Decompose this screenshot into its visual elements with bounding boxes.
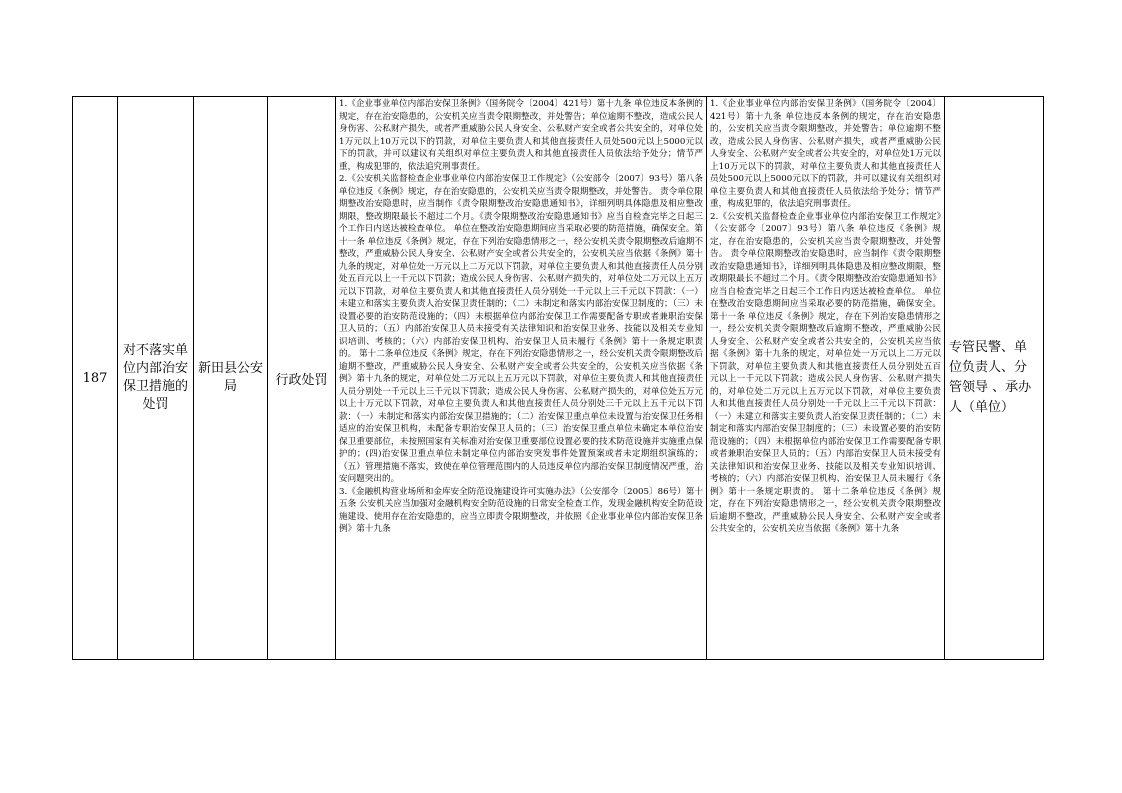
row-number: 187 (82, 370, 108, 386)
responsible-party: 专管民警、单位负责人、分管领导 、承办人（单位） (949, 340, 1032, 415)
row-number-cell (73, 97, 118, 660)
responsibility-basis-paragraph: 1.《企业事业单位内部治安保卫条例》（国务院令〔2004〕421号）第十九条 单位违反本条例的规定，存在治安隐患的，公安机关应当责令限期整改，并处警告；单位逾期不整改，造成公民人身伤害、公私财产损失，或者严重威胁公民人身安全、公私财产安全或者公共安全的，对单位处1万元以上10万元以下的罚款，对单位主要负责人和其他直接责任人员处500元以上5000元以下的罚款，并可以建议有关组织对单位主要负责人和其他直接责任人员依法给予处分；情节严重，构成犯罪的，依法追究刑事责任。 (710, 99, 941, 209)
power-list-table (72, 96, 1044, 660)
legal-basis-paragraph: 2.《公安机关监督检查企业事业单位内部治安保卫工作规定》（公安部令〔2007〕93号）第八条 单位违反《条例》规定，存在治安隐患的，公安机关应当责令限期整改，并处警告。 责令单位限期整改治安隐患时，应当制作《责令限期整改治安隐患通知书》，详细列明具体隐患及相应整改期限，整改期限最长不超过二个月。《责令限期整改治安隐患通知书》应当自检查完毕之日起三个工作日内送达被检查单位。 单位在整改治安隐患期间应当采取必要的防范措施，确保安全。第十一条 单位违反《条例》规定，存在下列治安隐患情形之一，经公安机关责令限期整改后逾期不整改，严重威胁公民人身安全、公私财产安全或者公共安全的，公安机关应当依据《条例》第十九条的规定，对单位处一万元以上二万元以下罚款，对单位主要负责人和其他直接责任人员分别处五百元以上一千元以下罚款；造成公民人身伤害、公私财产损失的，对单位处二万元以上五万元以下罚款，对单位主要负责人和其他直接责任人员分别处一千元以上三千元以下罚款：（一）未建立和落实主要负责人治安保卫责任制的；（二）未制定和落实内部治安保卫制度的；（三）未设置必要的治安防范设施的；（四）未根据单位内部治安保卫工作需要配备专职或者兼职治安保卫人员的；（五）内部治安保卫人员未接受有关法律知识和治安保卫业务、技能以及相关专业知识培训、考核的；（六）内部治安保卫机构、治安保卫人员未履行《条例》第十一条规定职责的。 第十二条单位违反《条例》规定，存在下列治安隐患情形之一，经公安机关责令限期整改后逾期不整改，严重威胁公民人身安全、公私财产安全或者公共安全的，公安机关应当依据《条例》第十九条的规定，对单位处二万元以上五万元以下罚款，对单位主要负责人和其他直接责任人员分别处一千元以上三千元以下罚款；造成公民人身伤害、公私财产损失的，对单位处五万元以上十万元以下罚款，对单位主要负责人和其他直接责任人员分别处三千元以上五千元以下罚款：（一）未制定和落实内部治安保卫措施的；（二）治安保卫重点单位未设置与治安保卫任务相适应的治安保卫机构，未配备专职治安保卫人员的；（三）治安保卫重点单位未确定本单位治安保卫重要部位，未按照国家有关标准对治安保卫重要部位设置必要的技术防范设施并实施重点保护的；(四)治安保卫重点单位未制定单位内部治安突发事件处置预案或者未定期组织演练的；（五）管理措施不落实，致使在单位管理范围内的人员违反单位内部治安保卫制度情况严重，治安问题突出的。 (339, 174, 703, 484)
power-category: 行政处罚 (275, 372, 328, 388)
legal-basis-paragraph: 3.《金融机构营业场所和金库安全防范设施建设许可实施办法》（公安部令〔2005〕86号）第十五条 公安机关应当加强对金融机构安全防范设施的日常安全检查工作，发现金融机构安全防范设施建设、使用存在治安隐患的，应当立即责令限期整改，并依照《企业事业单位内部治安保卫条例》第十九条 (339, 486, 703, 534)
responsible-party-cell (945, 97, 1044, 660)
legal-basis-cell (336, 97, 707, 660)
responsibility-basis-cell (707, 97, 945, 660)
item-name-cell (118, 97, 194, 660)
organization-cell (194, 97, 268, 660)
table-row (73, 97, 1044, 660)
responsibility-basis-paragraph: 2.《公安机关监督检查企业事业单位内部治安保卫工作规定》（公安部令〔2007〕93号）第八条 单位违反《条例》规定，存在治安隐患的，公安机关应当责令限期整改，并处警告。 责令单位限期整改治安隐患时，应当制作《责令限期整改治安隐患通知书》，详细列明具体隐患及相应整改期限，整改期限最长不超过二个月。《责令限期整改治安隐患通知书》应当自检查完毕之日起三个工作日内送达被检查单位。 单位在整改治安隐患期间应当采取必要的防范措施，确保安全。第十一条 单位违反《条例》规定，存在下列治安隐患情形之一，经公安机关责令限期整改后逾期不整改，严重威胁公民人身安全、公私财产安全或者公共安全的，公安机关应当依据《条例》第十九条的规定，对单位处一万元以上二万元以下罚款，对单位主要负责人和其他直接责任人员分别处五百元以上一千元以下罚款；造成公民人身伤害、公私财产损失的，对单位处二万元以上五万元以下罚款，对单位主要负责人和其他直接责任人员分别处一千元以上三千元以下罚款：（一）未建立和落实主要负责人治安保卫责任制的；（二）未制定和落实内部治安保卫制度的；（三）未设置必要的治安防范设施的；（四）未根据单位内部治安保卫工作需要配备专职或者兼职治安保卫人员的；（五）内部治安保卫人员未接受有关法律知识和治安保卫业务、技能以及相关专业知识培训、考核的；（六）内部治安保卫机构、治安保卫人员未履行《条例》第十一条规定职责的。 第十二条单位违反《条例》规定，存在下列治安隐患情形之一，经公安机关责令限期整改后逾期不整改，严重威胁公民人身安全、公私财产安全或者公共安全的，公安机关应当依据《条例》第十九条 (710, 211, 941, 534)
category-cell (268, 97, 336, 660)
organization-name: 新田县公安局 (197, 361, 263, 394)
responsibility-basis-text (707, 97, 944, 659)
item-name: 对不落实单位内部治安保卫措施的处罚 (122, 343, 188, 412)
legal-basis-text (336, 97, 706, 659)
legal-basis-paragraph: 1.《企业事业单位内部治安保卫条例》（国务院令〔2004〕421号）第十九条 单位违反本条例的规定，存在治安隐患的，公安机关应当责令限期整改，并处警告；单位逾期不整改，造成公民人身伤害、公私财产损失，或者严重威胁公民人身安全、公私财产安全或者公共安全的，对单位处1万元以上10万元以下的罚款，对单位主要负责人和其他直接责任人员处500元以上5000元以下的罚款，并可以建议有关组织对单位主要负责人和其他直接责任人员依法给予处分；情节严重，构成犯罪的，依法追究刑事责任。 (339, 99, 703, 172)
